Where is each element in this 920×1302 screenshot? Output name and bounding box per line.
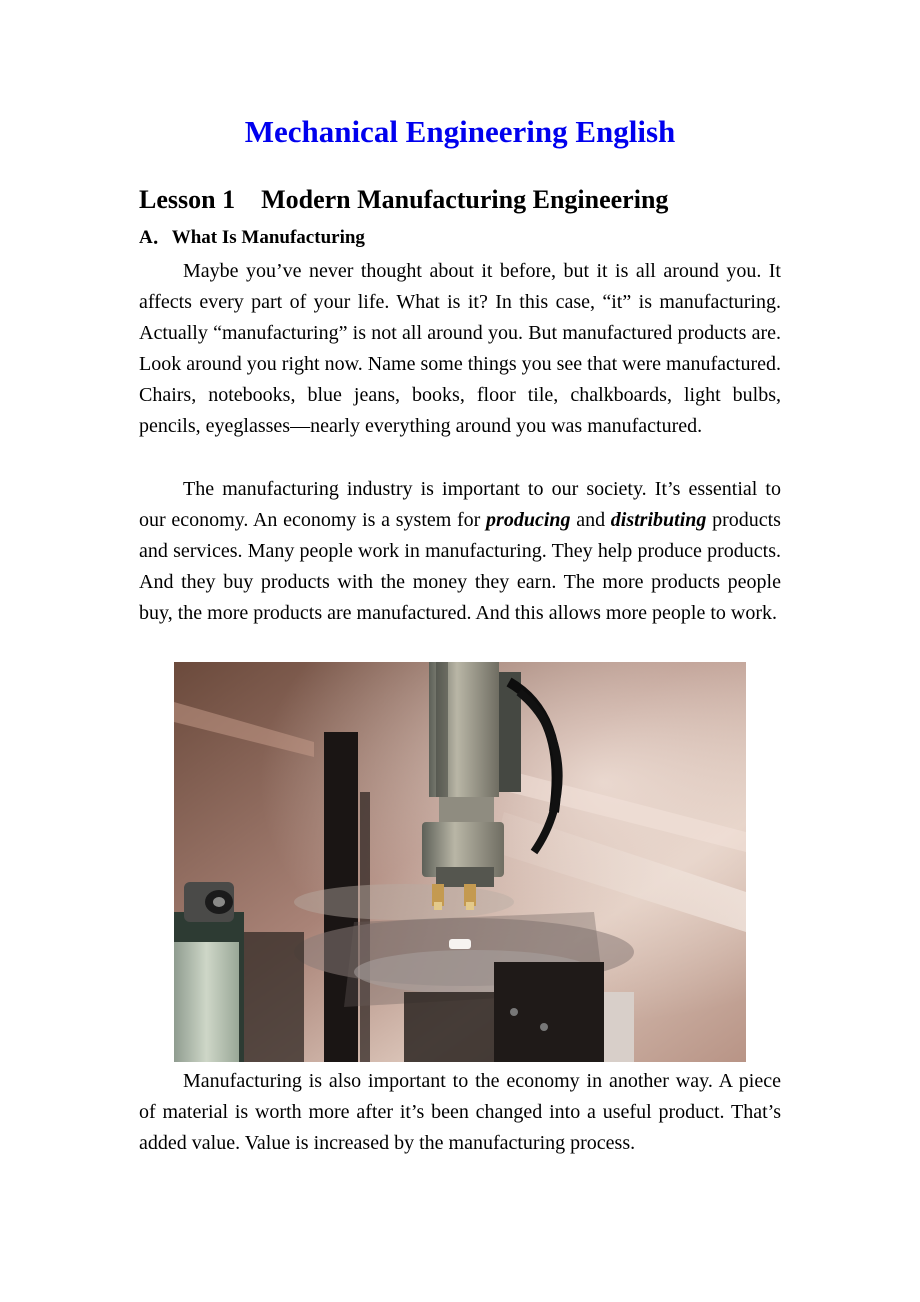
paragraph-2 <box>139 474 781 629</box>
paragraph-2-part-3: products and services. Many people work in manufacturing. They help produce products. And they buy products with the money they earn. The more products people buy, the more products are manufactured. And this allows more people to work. <box>139 509 781 624</box>
section-heading <box>139 226 365 250</box>
document-title: Mechanical Engineering English <box>244 114 676 149</box>
paragraph-2-part-1: The manufacturing industry is important to our society. It’s essential to our economy. An economy is a system for <box>139 478 781 531</box>
paragraph-3: Manufacturing is also important to the economy in another way. A piece of material is worth more after it’s been changed into a useful product. That’s added value. Value is increased by the manufacturing process. <box>139 1070 781 1154</box>
paragraph-2-part-2: and <box>570 509 611 531</box>
lesson-title: Modern Manufacturing Engineering <box>261 185 669 214</box>
paragraph-1: Maybe you’ve never thought about it before, but it is all around you. It affects every part of your life. What is it? In this case, “it” is manufacturing. Actually “manufacturing” is not all around you. But manufactured products are. Look around you right now. Name some things you see that were manufactured. Chairs, notebooks, blue jeans, books, floor tile, chalkboards, light bulbs, pencils, eyeglasses—nearly everything around you was manufactured. <box>139 260 781 437</box>
emphasis-distributing: distributing <box>610 509 707 531</box>
section-title: What Is Manufacturing <box>171 227 365 248</box>
lesson-heading <box>139 184 781 216</box>
emphasis-producing: producing <box>486 509 571 531</box>
section-label: A． <box>139 227 172 248</box>
manufacturing-machine-photo <box>174 662 746 1062</box>
lesson-number: Lesson 1 <box>139 185 236 214</box>
